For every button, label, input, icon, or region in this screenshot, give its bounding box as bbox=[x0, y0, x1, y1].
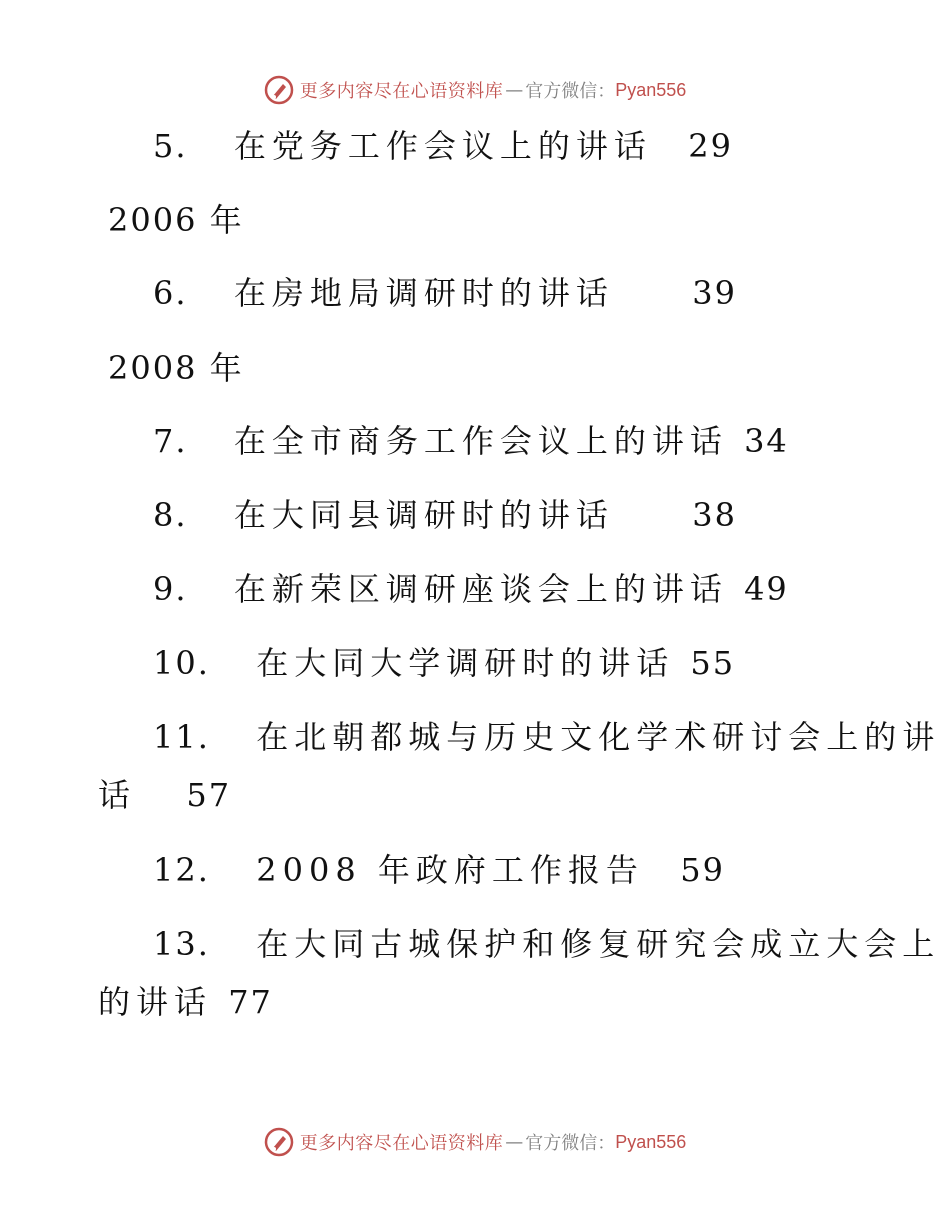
toc-entry-page: 29 bbox=[688, 127, 733, 165]
toc-entry-title: 在新荣区调研座谈会上的讲话 bbox=[233, 570, 728, 608]
toc-entry-title: 在全市商务工作会议上的讲话 bbox=[233, 422, 728, 460]
watermark-footer bbox=[0, 1122, 950, 1162]
toc-entry-13 bbox=[153, 924, 940, 964]
toc-entry-number: 6. bbox=[153, 274, 188, 312]
toc-entry-11 bbox=[153, 717, 940, 757]
year-heading-2008: 2008 年 bbox=[108, 349, 244, 387]
toc-entry-title: 2008 年政府工作报告 bbox=[256, 851, 644, 889]
toc-entry-page: 39 bbox=[692, 274, 737, 312]
toc-entry-number: 8. bbox=[153, 496, 188, 534]
toc-entry-title-continued: 话 bbox=[98, 776, 137, 814]
toc-entry-page: 59 bbox=[680, 851, 725, 889]
pen-logo-icon bbox=[264, 1127, 294, 1157]
toc-entry-11-continuation bbox=[98, 775, 231, 815]
toc-entry-number: 5. bbox=[153, 127, 188, 165]
toc-entry-page: 77 bbox=[228, 983, 273, 1021]
year-heading-2006: 2006 年 bbox=[108, 201, 244, 239]
toc-entry-number: 12. bbox=[153, 851, 210, 889]
toc-entry-number: 10. bbox=[153, 644, 210, 682]
toc-entry-6 bbox=[153, 273, 737, 313]
watermark-dash: — bbox=[505, 1131, 524, 1153]
toc-entry-5 bbox=[153, 126, 733, 166]
toc-entry-9 bbox=[153, 569, 789, 609]
toc-entry-10 bbox=[153, 643, 735, 683]
toc-entry-page: 55 bbox=[690, 644, 736, 682]
toc-entry-title: 在大同古城保护和修复研究会成立大会上 bbox=[256, 925, 941, 963]
watermark-text: 更多内容尽在心语资料库 bbox=[299, 1133, 504, 1154]
watermark-id: Pyan556 bbox=[615, 79, 687, 100]
toc-entry-13-continuation bbox=[98, 982, 273, 1022]
watermark-suffix: 官方微信： bbox=[525, 81, 616, 102]
toc-entry-title: 在大同县调研时的讲话 bbox=[233, 496, 614, 534]
watermark-dash: — bbox=[505, 79, 524, 101]
toc-entry-page: 38 bbox=[692, 496, 737, 534]
watermark-text: 更多内容尽在心语资料库 bbox=[299, 81, 504, 102]
toc-entry-page: 49 bbox=[744, 570, 789, 608]
toc-entry-number: 7. bbox=[153, 422, 188, 460]
toc-entry-title: 在大同大学调研时的讲话 bbox=[256, 644, 675, 682]
watermark-id: Pyan556 bbox=[615, 1131, 687, 1152]
toc-entry-title: 在房地局调研时的讲话 bbox=[233, 274, 614, 312]
toc-entry-12 bbox=[153, 850, 725, 890]
toc-entry-title-continued: 的讲话 bbox=[98, 983, 213, 1021]
watermark-suffix: 官方微信： bbox=[525, 1133, 616, 1154]
toc-entry-page: 34 bbox=[744, 422, 789, 460]
toc-entry-number: 13. bbox=[153, 925, 210, 963]
toc-entry-number: 9. bbox=[153, 570, 188, 608]
toc-entry-page: 57 bbox=[186, 776, 232, 814]
toc-entry-number: 11. bbox=[153, 718, 210, 756]
toc-entry-7 bbox=[153, 421, 789, 461]
toc-entry-title: 在党务工作会议上的讲话 bbox=[233, 127, 652, 165]
toc-entry-title: 在北朝都城与历史文化学术研讨会上的讲 bbox=[256, 718, 941, 756]
toc-entry-8 bbox=[153, 495, 737, 535]
